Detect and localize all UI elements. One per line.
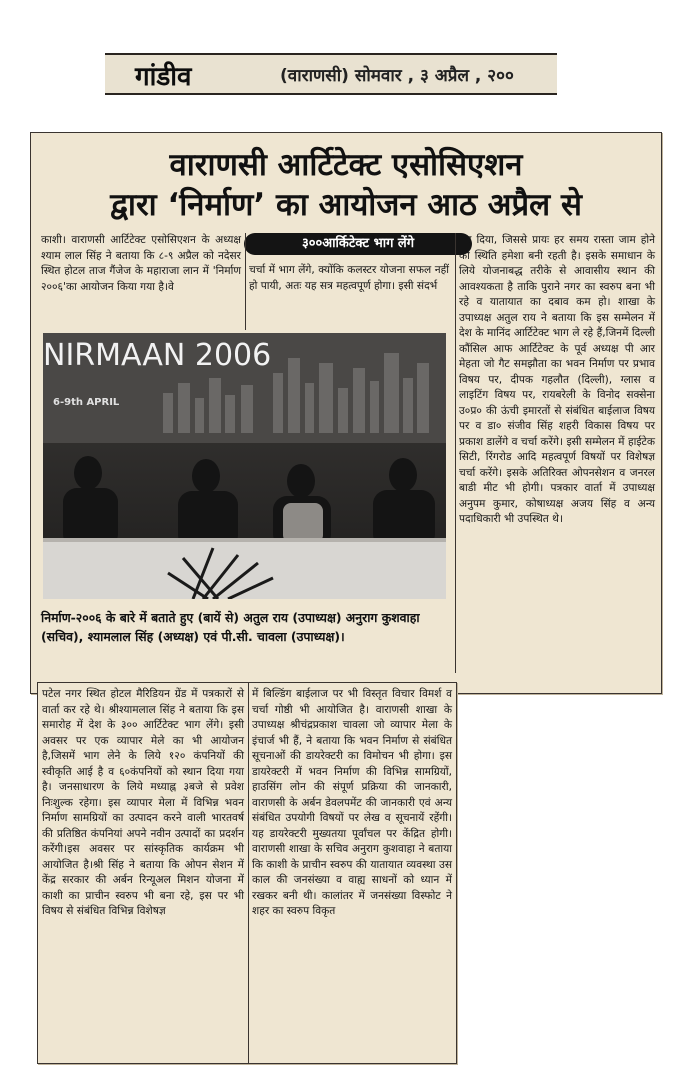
photo-caption: निर्माण-२००६ के बारे में बताते हुए (बायें से) अतुल राय (उपाध्यक्ष) अनुराग कुशवाहा (सचिव), श्यामलाल सिंह (अध्यक्ष) एवं पी.सी. चावला (उपाध्यक्ष)। — [41, 610, 420, 644]
column-rule — [455, 233, 456, 673]
column-1-top: काशी। वाराणसी आर्टिटेक्ट एसोसिएशन के अध्यक्ष श्याम लाल सिंह ने बताया कि ८-९ अप्रैल को नदेसर स्थित होटल ताज गैंजेज के महाराजा लान में 'निर्माण २००६'का आयोजन किया गया है।वे — [41, 234, 241, 293]
headline-line-2: द्वारा ‘निर्माण’ का आयोजन आठ अप्रैल से — [110, 187, 582, 223]
masthead — [105, 55, 557, 93]
column-3: कर दिया, जिससे प्रायः हर समय रास्ता जाम होने की स्थिति हमेशा बनी रहती है। इसके समाधान के लिये योजनाबद्ध तरीके से आवासीय स्थान की आवश्यकता है ताकि पुराने नगर का स्वरुप बना भी रहे व यातायात का दबाव कम हो। शाखा के उपाध्यक्ष अतुल राय ने बताया कि इस सम्मेलन में देश के मानिंद आर्टिटेक्ट भाग ले रहे हैं,जिनमें दिल्ली कौंसिल आफ आर्टिटेक्ट के पूर्व अध्यक्ष पी आर मेहता जो गैट समझौता का भवन निर्माण पर प्रभाव विषय पर, दीपक गहलौत (दिल्ली), ग्लास व लाइटिंग विषय पर, रायबरेली के विनोद सक्सेना उ०प्र० की ऊंची इमारतों से संबंधित बाईलाज विषय पर व डा० संजीव सिंह शहरी विकास विषय पर प्रकाश डालेंगे व चर्चा करेंगे। इसी सम्मेलन में हाईटेक सिटी, रिंगरोड आदि महत्वपूर्ण विषयों पर विशेषज्ञ चर्चा करेंगे। इसके अतिरिक्त ओपनसेशन व जनरल बाडी मीट भी होगी। पत्रकार वार्ता में उपाध्यक्ष अनुपम कुमार, कोषाध्यक्ष अजय सिंह व अन्य पदाधिकारी भी उपस्थित थे। — [459, 234, 655, 525]
column-4: पटेल नगर स्थित होटल मैरिडियन ग्रेंड में पत्रकारों से वार्ता कर रहे थे। श्रीश्यामलाल सिंह ने बताया कि इस समारोह में देश के ३०० आर्टिटेक्ट भाग लेंगे। इसी अवसर पर एक व्यापार मेले का भी आयोजन है,जिसमें भाग लेने के लिये १२० कंपनियों की स्वीकृति आई है व ६०कंपनियों को स्थान दिया गया है। जनसाधारण के लिये मध्याह्न ३बजे से प्रवेश निःशुल्क रहेगा। इस व्यापार मेला में विभिन्न भवन निर्माण सामग्रियों का उत्पादन करने वाली भारतवर्ष की प्रतिष्ठित कंपनियां अपने नवीन उत्पादों का प्रदर्शन करेंगी।इस अवसर पर सांस्कृतिक कार्यक्रम भी आयोजित है।श्री सिंह ने बताया कि ओपन सेशन में केंद्र सरकार की अर्बन रिन्यूअल मिशन योजना में काशी का प्राचीन स्वरुप भी बना रहे, इस पर भी विषय से संबंधित विभिन्न विशेषज्ञ — [42, 688, 244, 917]
newspaper-name: गांडीव — [135, 62, 192, 92]
banner-title: NIRMAAN 2006 — [43, 338, 272, 373]
article-continuation-clipping — [37, 682, 457, 1064]
subhead-badge: ३००आर्किटेक्ट भाग लेंगे — [244, 233, 472, 255]
photo-illustration — [43, 333, 446, 599]
dateline: (वाराणसी) सोमवार , ३ अप्रैल , २०० — [280, 66, 514, 86]
article-main-clipping — [30, 132, 662, 694]
column-rule — [245, 233, 246, 330]
event-photo — [43, 333, 446, 599]
banner-date: 6-9th APRIL — [53, 397, 120, 408]
column-rule — [248, 683, 249, 1063]
headline-line-1: वाराणसी आर्टिटेक्ट एसोसिएशन — [169, 147, 523, 183]
column-2-top: चर्चा में भाग लेंगे, क्योंकि कलस्टर योजना सफल नहीं हो पायी, अतः यह सत्र महत्वपूर्ण होगा। इसी संदर्भ — [249, 264, 449, 292]
column-5: में बिल्डिंग बाईलाज पर भी विस्तृत विचार विमर्श व चर्चा गोष्ठी भी आयोजित है। वाराणसी शाखा के उपाध्यक्ष श्रीचंद्रप्रकाश चावला जो व्यापार मेला के इंचार्ज भी हैं, ने बताया कि भवन निर्माण से संबंधित सूचनाओं की डायरेक्टरी का विमोचन भी होगा। इस डायरेक्टरी में भवन निर्माण की विभिन्न सामग्रियों, हाउसिंग लोन की संपूर्ण प्रक्रिया की जानकारी, वाराणसी के अर्बन डेवलपमेंट की जानकारी एवं अन्य संबंधित उपयोगी विषयों पर लेख व सूचनायें रहेंगी। यह डायरेक्टरी मुख्यतया पूर्वांचल पर केंद्रित होगी। वाराणसी शाखा के सचिव अनुराग कुशवाहा ने बताया कि काशी के प्राचीन स्वरुप की यातायात व्यवस्था उस काल की जनसंख्या व वाह्य साधनों को ध्यान में रखकर बनी थी। कालांतर में जनसंख्या विस्फोट ने शहर का स्वरुप विकृत — [252, 688, 452, 917]
